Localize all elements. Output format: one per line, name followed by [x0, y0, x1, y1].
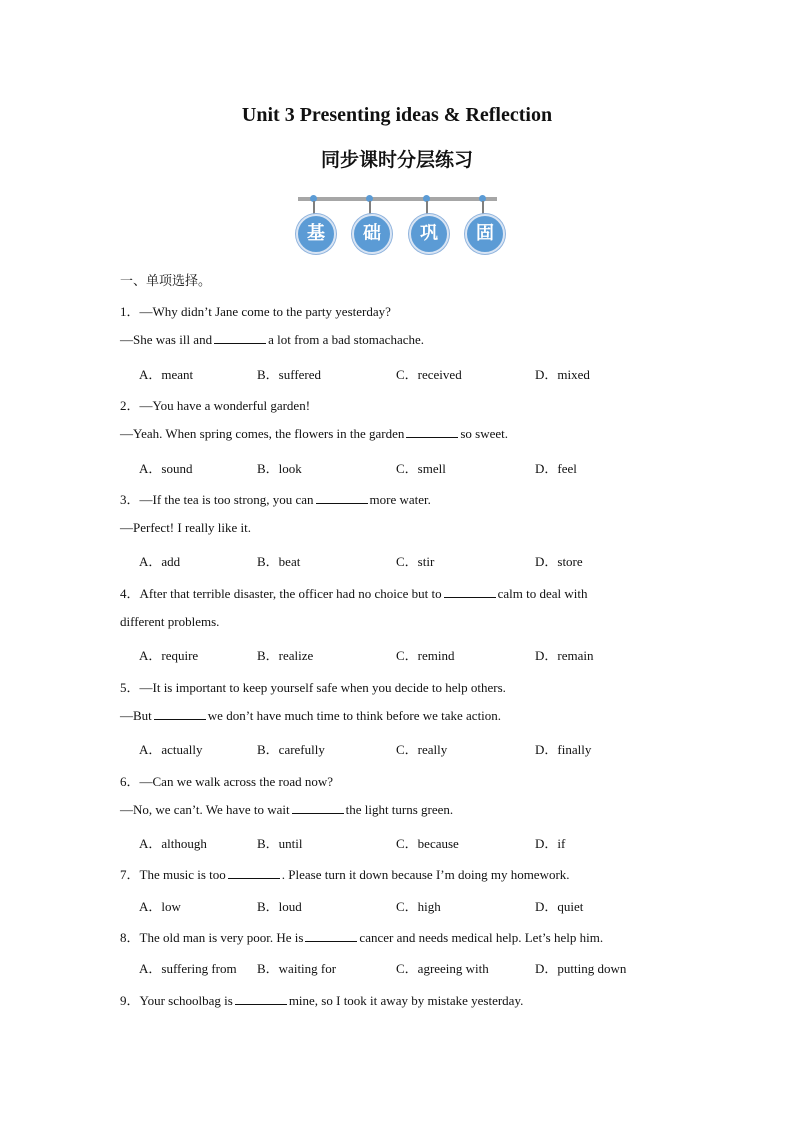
answer-option: C．remind: [396, 648, 455, 664]
question-text: 6．—Can we walk across the road now?: [120, 773, 333, 789]
answer-blank: [154, 708, 206, 720]
question-text: —No, we can’t. We have to wait: [120, 801, 290, 817]
answer-blank: [305, 930, 357, 942]
answer-option: B．waiting for: [257, 961, 337, 977]
answer-blank: [228, 867, 280, 879]
question-stem: [120, 489, 431, 508]
question-line: [120, 802, 453, 818]
question-stem: [120, 927, 603, 946]
answer-blank: [444, 586, 496, 598]
question-text: different problems.: [120, 614, 220, 629]
document-subtitle: 同步课时分层练习: [320, 149, 473, 171]
question-stem: [120, 771, 333, 790]
answer-option: A．meant: [139, 366, 194, 382]
question-text: 3．—If the tea is too strong, you can: [120, 491, 314, 507]
answer-option: D．store: [535, 554, 583, 570]
question-text: more water.: [369, 491, 431, 507]
answer-option: A．add: [139, 554, 181, 570]
banner-bar: [298, 197, 497, 201]
answer-option: C．received: [396, 366, 462, 382]
answer-option: B．loud: [257, 898, 302, 914]
question-text: —She was ill and: [120, 332, 213, 348]
question-stem: [120, 864, 570, 883]
answer-blank: [406, 426, 458, 438]
answer-option: D．quiet: [535, 898, 584, 914]
answer-option: C．really: [396, 742, 448, 758]
question-stem: [120, 990, 523, 1009]
question-text: —Perfect! I really like it.: [120, 520, 252, 536]
question-line: [120, 614, 219, 630]
question-text: calm to deal with: [497, 585, 588, 601]
banner-char: 基: [296, 214, 336, 254]
section-banner: [298, 192, 498, 254]
question-text: so sweet.: [460, 426, 509, 442]
question-text: mine, so I took it away by mistake yesterday.: [288, 992, 524, 1008]
question-text: —Yeah. When spring comes, the flowers in the garden: [120, 426, 405, 442]
question-text: 9．Your schoolbag is: [120, 992, 233, 1008]
question-text: . Please turn it down because I’m doing my homework.: [281, 867, 570, 883]
answer-option: D．putting down: [535, 961, 627, 977]
answer-option: B．beat: [257, 554, 301, 570]
answer-option: A．actually: [139, 742, 203, 758]
question-text: —But: [120, 707, 152, 723]
banner-char: 固: [465, 214, 505, 254]
answer-option: A．low: [139, 898, 181, 914]
question-line: [120, 708, 501, 724]
section-heading: 一、单项选择。: [120, 274, 212, 289]
answer-option: A．although: [139, 836, 207, 852]
answer-blank: [292, 802, 344, 814]
document-title: Unit 3 Presenting ideas & Reflection: [241, 104, 553, 126]
answer-option: D．remain: [535, 648, 594, 664]
answer-option: C．stir: [396, 554, 435, 570]
question-text: we don’t have much time to think before we take action.: [207, 707, 502, 723]
question-text: 5．—It is important to keep yourself safe when you decide to help others.: [120, 679, 506, 695]
question-text: cancer and needs medical help. Let’s help him.: [359, 930, 604, 945]
answer-option: C．smell: [396, 460, 446, 476]
question-line: [120, 332, 424, 348]
question-text: a lot from a bad stomachache.: [268, 332, 425, 348]
answer-option: B．until: [257, 836, 303, 852]
question-line: [120, 426, 508, 442]
question-stem: [120, 301, 391, 320]
answer-blank: [316, 492, 368, 504]
answer-option: D．mixed: [535, 366, 590, 382]
answer-option: B．carefully: [257, 742, 325, 758]
answer-option: C．high: [396, 898, 441, 914]
answer-option: B．look: [257, 460, 302, 476]
question-text: 1．—Why didn’t Jane come to the party yesterday?: [120, 304, 391, 319]
question-text: 8．The old man is very poor. He is: [120, 930, 304, 945]
question-text: 2．—You have a wonderful garden!: [120, 397, 311, 413]
answer-option: D．feel: [535, 460, 577, 476]
question-text: 4．After that terrible disaster, the officer had no choice but to: [120, 585, 442, 601]
question-stem: [120, 583, 588, 602]
answer-blank: [214, 332, 266, 344]
answer-option: D．finally: [535, 742, 592, 758]
answer-option: D．if: [535, 836, 566, 852]
answer-option: C．because: [396, 836, 459, 852]
answer-option: C．agreeing with: [396, 961, 489, 977]
banner-char: 巩: [409, 214, 449, 254]
question-text: 7．The music is too: [120, 867, 226, 883]
question-stem: [120, 677, 506, 696]
answer-option: B．realize: [257, 648, 314, 664]
answer-blank: [235, 993, 287, 1005]
answer-option: A．sound: [139, 460, 193, 476]
answer-option: B．suffered: [257, 366, 322, 382]
question-stem: [120, 395, 310, 414]
answer-option: A．require: [139, 648, 199, 664]
question-text: the light turns green.: [345, 801, 454, 817]
banner-char: 础: [352, 214, 392, 254]
answer-option: A．suffering from: [139, 961, 237, 977]
question-line: [120, 520, 251, 536]
